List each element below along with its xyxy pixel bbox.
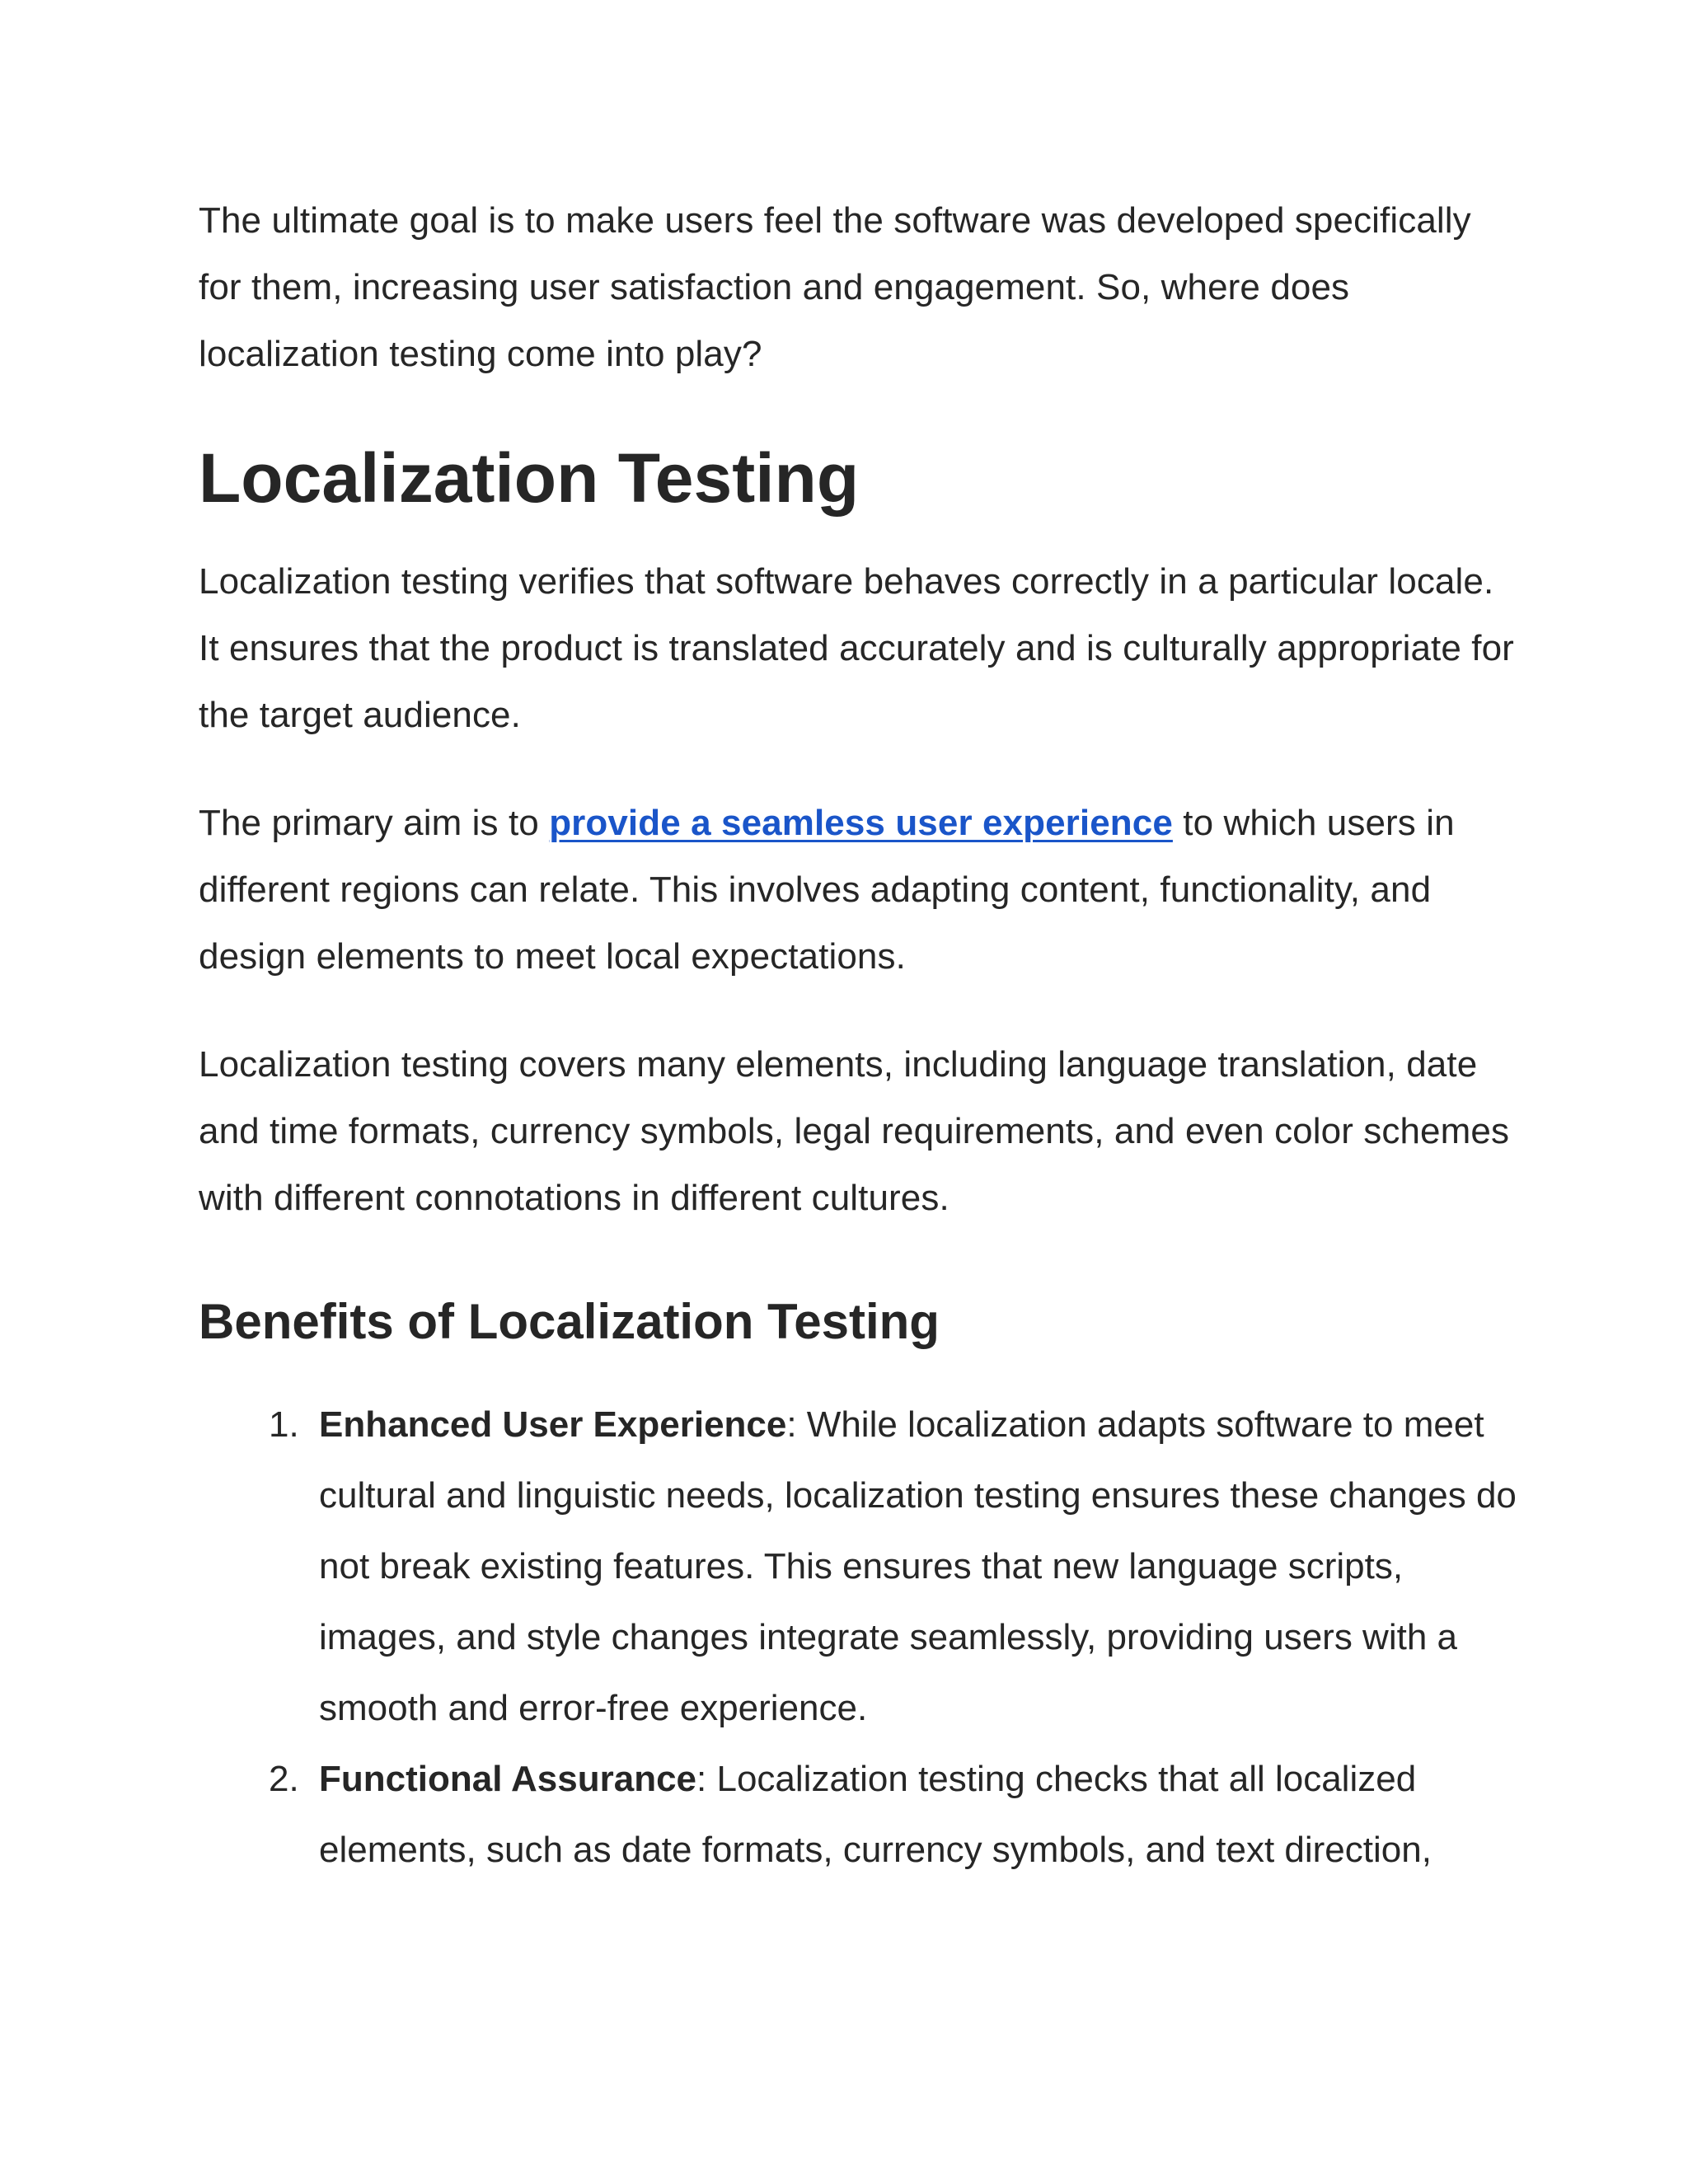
benefits-list (199, 1390, 1517, 1886)
definition-paragraph: Localization testing verifies that software behaves correctly in a particular locale. It ensures that the product is translated accurately and is culturally appropriate for the target audience. (199, 561, 1514, 735)
list-item-number: 1. (269, 1404, 299, 1445)
benefits-heading: Benefits of Localization Testing (199, 1294, 940, 1349)
aim-text-after: to which users in different regions can relate. This involves adapting content, functionality, and design elements to meet local expectations. (199, 803, 1455, 977)
covers-paragraph: Localization testing covers many elements, including language translation, date and time formats, currency symbols, legal requirements, and even color schemes with different connotations in different cultures. (199, 1044, 1510, 1218)
list-item (199, 1744, 1517, 1886)
intro-paragraph: The ultimate goal is to make users feel the software was developed specifically for them, increasing user satisfaction and engagement. So, where does localization testing come into play? (199, 200, 1471, 374)
list-item-number: 2. (269, 1759, 299, 1799)
list-item-term: Functional Assurance (319, 1759, 697, 1799)
seamless-user-experience-link[interactable]: provide a seamless user experience (549, 803, 1173, 843)
list-item-term: Enhanced User Experience (319, 1404, 787, 1445)
aim-text-before: The primary aim is to (199, 803, 550, 843)
list-item-text: : Localization testing checks that all localized elements, such as date formats, currency symbols, and text direction, (319, 1759, 1432, 1870)
list-item-text: : While localization adapts software to meet cultural and linguistic needs, localization testing ensures these changes do not break existing features. This ensures that new language scripts, images, and style changes integrate seamlessly, providing users with a smooth and error-free experience. (319, 1404, 1517, 1728)
aim-paragraph (199, 790, 1517, 990)
page-title: Localization Testing (199, 439, 860, 517)
list-item (199, 1390, 1517, 1744)
